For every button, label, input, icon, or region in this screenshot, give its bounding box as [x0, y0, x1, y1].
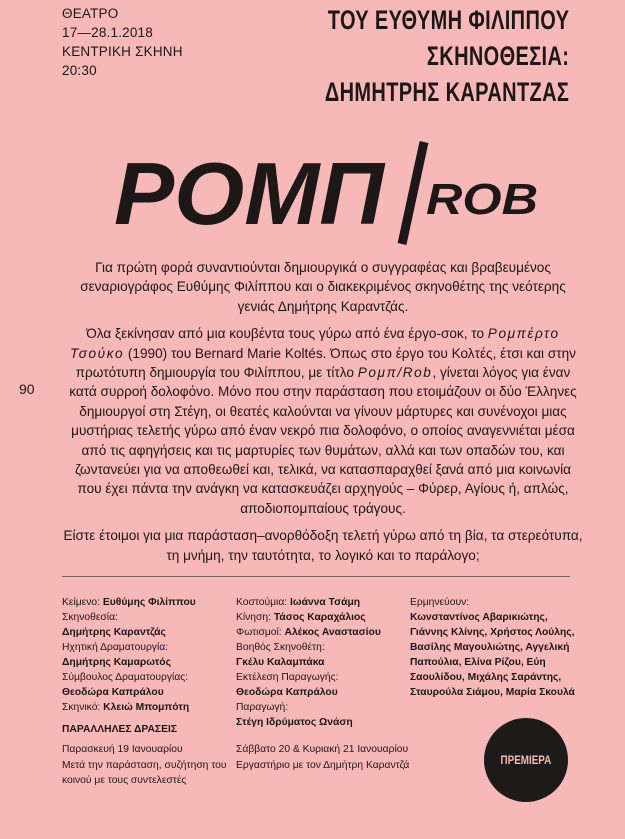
event-description: Εργαστήριο με τον Δημήτρη Καραντζά — [236, 759, 410, 771]
credit-role: Σκηνοθεσία: — [62, 612, 118, 623]
author-line: ΤΟΥ ΕΥΘΥΜΗ ΦΙΛΙΠΠΟΥ — [327, 5, 569, 35]
credit-name: Δημήτρης Καραντζάς — [62, 627, 166, 638]
credit-entry — [62, 595, 232, 610]
credit-name: Θεοδώρα Καπράλου — [236, 687, 338, 698]
credit-role: Βοηθός Σκηνοθέτη: — [236, 642, 325, 653]
divider — [62, 576, 570, 577]
category-label: ΘΕΑΤΡΟ — [62, 6, 119, 21]
cast-label: Ερμηνεύουν: — [410, 597, 470, 608]
title-logo-secondary: ROB — [426, 175, 538, 224]
credit-role: Σύμβουλος Δραματουργίας: — [62, 672, 189, 683]
show-time: 20:30 — [62, 63, 97, 78]
venue-label: ΚΕΝΤΡΙΚΗ ΣΚΗΝΗ — [62, 44, 183, 59]
p2-text-c: , γίνεται λόγος για έναν κατά συρροή δολοφόνο. Μόνο που στην παράσταση που ετοιμάζουν οι δύο Έλληνες δημιουργοί στη Στέγη, οι θεατές καλούνται να γίνουν μάρτυρες και συνένοχοι μιας μυστήριας τελετής γύρω από έναν νεκρό πια δολοφόνο, ο οποίος αναγεννιέται μέσα από τις αφηγήσεις και τις μαρτυρίες των θυμάτων, αλλά και των οπαδών του, και ζωντανεύει για να αποθεωθεί και, τελικά, να κατασπαραχθεί ξανά από μια κοινωνία που έχει πάντα την ανάγκη να κατασκευάζει αρχηγούς – Φύρερ, Αγίους ή, απλώς, αποδιοπομπαίους τράγους. — [69, 365, 577, 516]
cast-names: Κωνσταντίνος Αβαρικιώτης, Γιάννης Κλίνης, Χρήστος Λούλης, Βασίλης Μαγουλιώτης, Αγγελική Παπούλια, Ελίνα Ρίζου, Εύη Σαουλίδου, Μιχάλης Σαράντης, Σταυρούλα Σιάμου, Μαρία Σκουλά — [410, 612, 575, 698]
credit-name: Ευθύμης Φιλίππου — [102, 597, 196, 608]
event-description: Μετά την παράσταση, συζήτηση του κοινού με τους συντελεστές — [62, 759, 227, 786]
title-logo — [114, 140, 554, 250]
parallel-event-2 — [236, 742, 436, 773]
p2-play-title: Ρομπ/Rob — [357, 365, 433, 381]
credit-role: Φωτισμοί: — [236, 627, 282, 638]
credit-name: Κλειώ Μπομπότη — [103, 702, 190, 713]
p2-text-a: Όλα ξεκίνησαν από μια κουβέντα τους γύρω από ένα έργο-σοκ, το — [86, 326, 485, 342]
credit-role: Κοστούμια: — [236, 597, 288, 608]
credit-role: Ηχητική Δραματουργία: — [62, 642, 169, 653]
credits-column-2 — [236, 595, 411, 730]
event-date: Σάββατο 20 & Κυριακή 21 Ιανουαρίου — [236, 744, 409, 755]
credit-name: Τάσος Καραχάλιος — [273, 612, 366, 623]
parallel-events-title: ΠΑΡΑΛΛΗΛΕΣ ΔΡΑΣΕΙΣ — [62, 724, 178, 735]
credit-role: Κείμενο: — [62, 597, 101, 608]
credit-name: Δημήτρης Καμαρωτός — [62, 657, 171, 668]
event-date: Παρασκευή 19 Ιανουαρίου — [62, 744, 183, 755]
p2-text-b: (1990) του Bernard Marie Koltés. Όπως στο έργο του Κολτές, έτσι και στην πρωτότυπη δημιουργία του Φιλίππου, με τίτλο — [75, 345, 576, 381]
credit-entry — [236, 595, 411, 610]
p2-work-title: Ρομπέρτο Τσούκο — [70, 326, 560, 361]
description — [62, 258, 584, 573]
title-logo-slash — [402, 142, 424, 244]
author-director-heading — [325, 2, 569, 110]
credit-entry — [236, 610, 411, 625]
cast-column — [410, 595, 580, 700]
page-number: 90 — [19, 381, 35, 397]
credit-entry — [236, 625, 411, 640]
credit-name: Ιωάννα Τσάμη — [290, 597, 361, 608]
credit-role: Κίνηση: — [236, 612, 271, 623]
premiere-badge — [484, 718, 568, 802]
credit-entry — [62, 700, 232, 715]
title-logo-main: ΡΟΜΠ — [114, 144, 386, 243]
date-range: 17—28.1.2018 — [62, 25, 153, 40]
credit-name: Γκέλυ Καλαμπάκα — [236, 657, 325, 668]
direction-label: ΣΚΗΝΟΘΕΣΙΑ: — [426, 41, 569, 71]
credit-name: Αλέκος Αναστασίου — [284, 627, 381, 638]
event-info — [62, 4, 183, 80]
parallel-event-1 — [62, 742, 232, 789]
description-paragraph-3: Είστε έτοιμοι για μια παράσταση–ανορθόδοξη τελετή γύρω από τη βία, τα στερεότυπα, τη μνήμη, την ταυτότητα, το λογικό και το παράλογο; — [63, 528, 583, 563]
credits-column-1 — [62, 595, 232, 715]
credit-role: Παραγωγή: — [236, 702, 289, 713]
premiere-label: ΠΡΕΜΙΕΡΑ — [500, 753, 552, 767]
credit-role: Εκτέλεση Παραγωγής: — [236, 672, 339, 683]
description-paragraph-2 — [62, 324, 584, 518]
director-name: ΔΗΜΗΤΡΗΣ ΚΑΡΑΝΤΖΑΣ — [324, 77, 569, 107]
description-paragraph-1: Για πρώτη φορά συναντιούνται δημιουργικά ο συγγραφέας και βραβευμένος σεναριογράφος Ευθύμης Φιλίππου και ο διακεκριμένος σκηνοθέτης της νεότερης γενιάς Δημήτρης Καραντζάς. — [80, 260, 566, 314]
credit-name: Στέγη Ιδρύματος Ωνάση — [236, 717, 353, 728]
credit-name: Θεοδώρα Καπράλου — [62, 687, 164, 698]
credit-role: Σκηνικό: — [62, 702, 101, 713]
